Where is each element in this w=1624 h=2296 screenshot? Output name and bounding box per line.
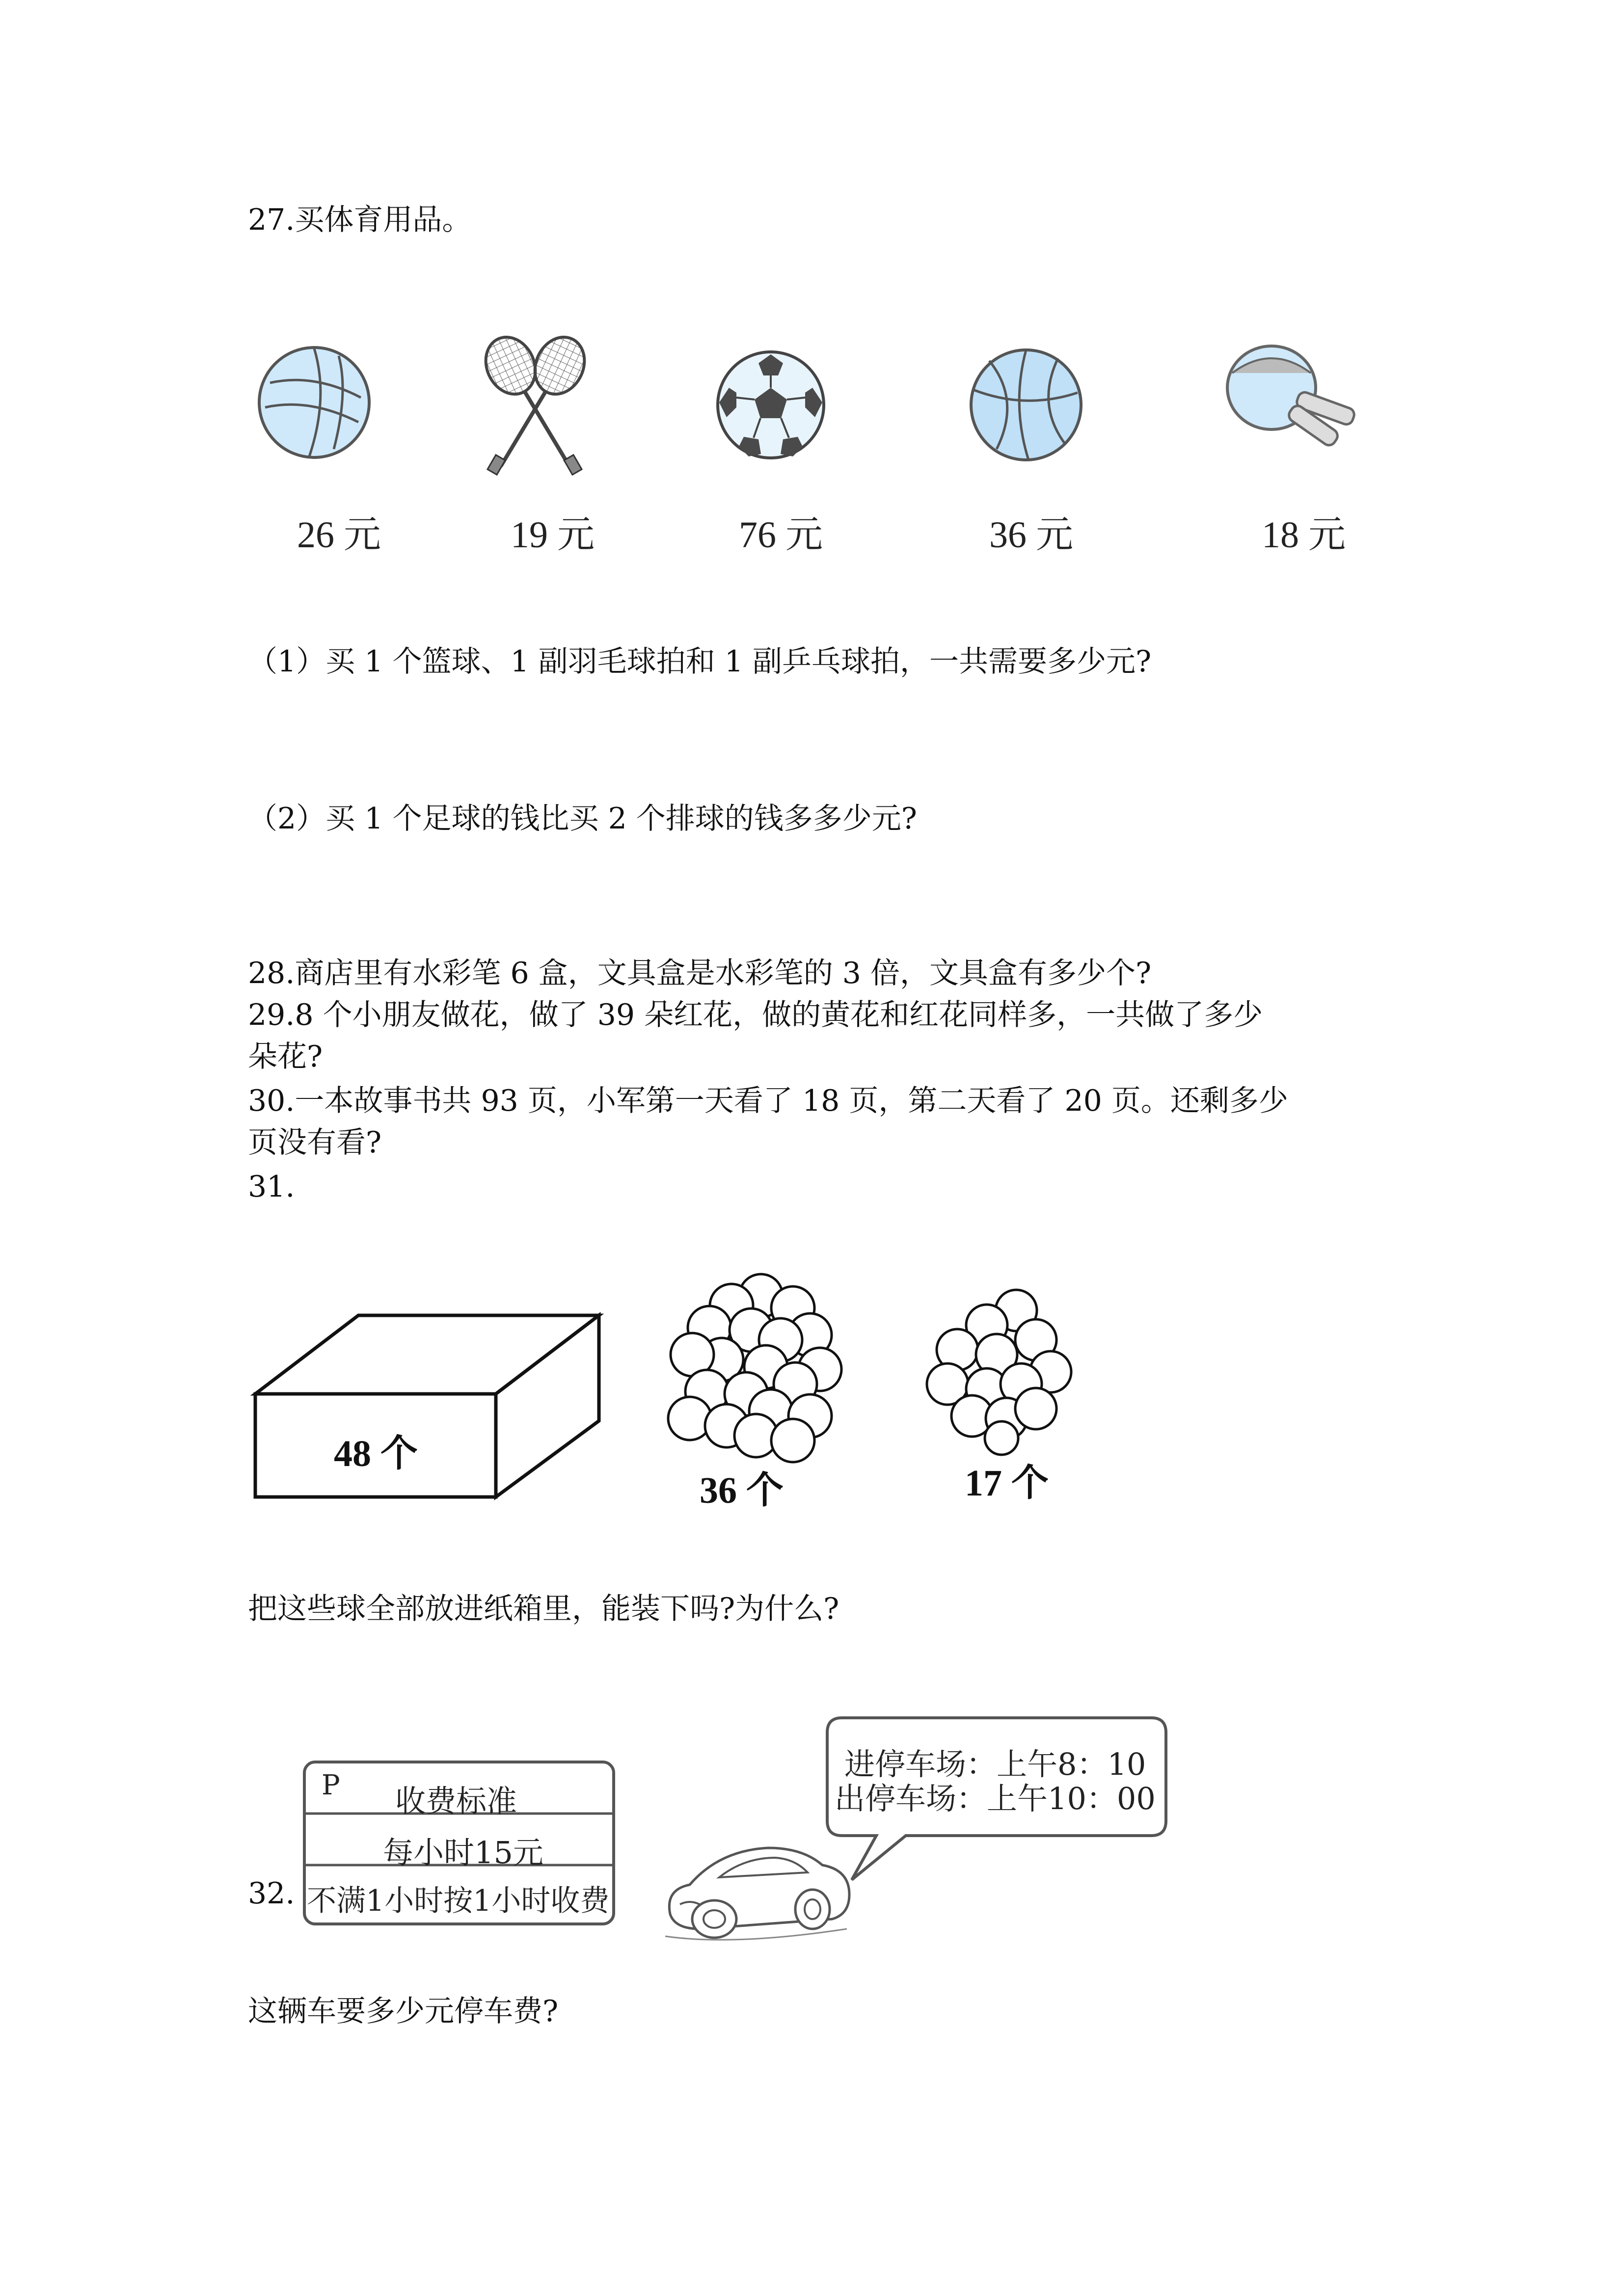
sign-rate: 每小时15元 <box>383 1835 543 1870</box>
football-price: 76 元 <box>739 514 823 556</box>
badminton-rackets-icon <box>476 334 594 476</box>
q30-line1: 30.一本故事书共 93 页，小军第一天看了 18 页，第二天看了 20 页。还剩多少 <box>248 1084 1288 1118</box>
car-icon <box>660 1831 857 1949</box>
q27-sub1: （1）买 1 个篮球、1 副羽毛球拍和 1 副乒乓球拍，一共需要多少元? <box>248 644 1152 679</box>
pile1-label: 36 个 <box>700 1470 784 1511</box>
box-label: 48 个 <box>334 1433 418 1474</box>
badminton-price: 19 元 <box>511 514 595 556</box>
volleyball-icon <box>255 344 373 461</box>
basketball-price: 36 元 <box>989 514 1073 556</box>
box-illustration <box>250 1306 604 1502</box>
sign-p: P <box>322 1769 340 1801</box>
q31-number: 31. <box>248 1170 295 1204</box>
pile2-label: 17 个 <box>965 1463 1049 1504</box>
sign-title: 收费标准 <box>395 1783 517 1819</box>
pingpong-price: 18 元 <box>1262 514 1346 556</box>
q27-sub2: （2）买 1 个足球的钱比买 2 个排球的钱多多少元? <box>248 801 917 836</box>
ball-pile-36 <box>663 1271 859 1477</box>
q29-line2: 朵花? <box>248 1040 323 1074</box>
q29-line1: 29.8 个小朋友做花，做了 39 朵红花，做的黄花和红花同样多，一共做了多少 <box>248 998 1263 1032</box>
q31-question: 把这些球全部放进纸箱里，能装下吗?为什么? <box>248 1592 839 1626</box>
q30-line2: 页没有看? <box>248 1125 382 1160</box>
volleyball-price: 26 元 <box>297 514 381 556</box>
q32-number: 32. <box>248 1876 295 1911</box>
pingpong-paddles-icon <box>1222 344 1365 461</box>
bubble-exit: 出停车场：上午10：00 <box>835 1781 1156 1816</box>
q28-text: 28.商店里有水彩笔 6 盒，文具盒是水彩笔的 3 倍，文具盒有多少个? <box>248 956 1152 990</box>
q32-question: 这辆车要多少元停车费? <box>248 1994 559 2029</box>
football-icon <box>714 348 827 461</box>
sign-rule: 不满1小时按1小时收费 <box>307 1884 610 1918</box>
q27-title: 27.买体育用品。 <box>248 203 472 237</box>
basketball-icon <box>967 346 1085 464</box>
ball-pile-17 <box>918 1286 1075 1453</box>
bubble-enter: 进停车场：上午8：10 <box>844 1746 1146 1782</box>
